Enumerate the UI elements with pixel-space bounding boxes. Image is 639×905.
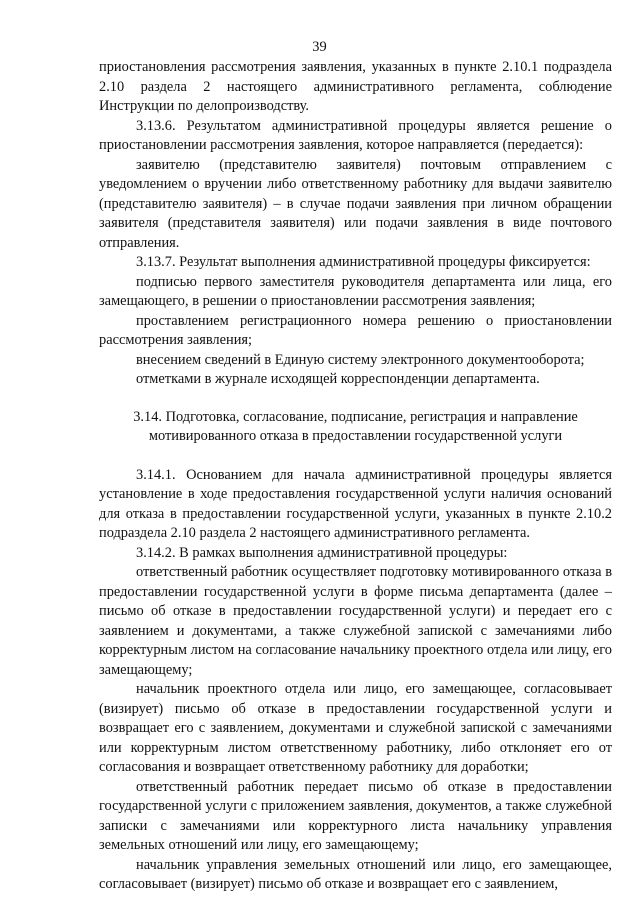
paragraph: подписью первого заместителя руководителя департамента или лица, его замещающего, в решении о приостановлении рассмотрения заявления; (99, 273, 612, 309)
paragraph: приостановления рассмотрения заявления, указанных в пункте 2.10.1 подраздела 2.10 раздела 2 настоящего административного регламента, соблюдение Инструкции по делопроизводству. (99, 59, 612, 114)
paragraph: 3.14.2. В рамках выполнения административной процедуры: (136, 544, 508, 561)
paragraph: 3.14.1. Основанием для начала административной процедуры является установление в ходе предоставления государственной услуги наличия оснований для отказа в предоставлении государственной услуги, указанных в пункте 2.10.2 подраздела 2.10 раздела 2 настоящего административного регламента. (99, 466, 612, 541)
paragraph: 3.13.6. Результатом административной процедуры является решение о приостановлении рассмотрения заявления, которое направляется (передается): (99, 117, 612, 153)
paragraph: начальник проектного отдела или лицо, его замещающее, согласовывает (визирует) письмо об отказе в предоставлении государственной услуги и возвращает его с заявлением, документами и служебной запиской с замечаниями или корректурным листом ответственному работнику, либо отклоняет его от согласования и возвращает ответственному работнику для доработки; (99, 681, 612, 775)
section-heading-line: 3.14. Подготовка, согласование, подписание, регистрация и направление (133, 408, 578, 425)
paragraph: начальник управления земельных отношений или лицо, его замещающее, согласовывает (визирует) письмо об отказе и возвращает его с заявлением, (99, 856, 612, 892)
paragraph: ответственный работник осуществляет подготовку мотивированного отказа в предоставлении государственной услуги в форме письма департамента (далее – письмо об отказе в предоставлении государственной услуги) и передает его с заявлением и документами, а также служебной запиской с замечаниями либо корректурным листом на согласование начальнику проектного отдела или лицу, его замещающему; (99, 564, 612, 678)
document-body (99, 58, 612, 895)
paragraph: ответственный работник передает письмо об отказе в предоставлении государственной услуги с приложением заявления, документов, а также служебной записки с замечаниями или корректурного листа начальнику управления земельных отношений или лицу, его замещающему; (99, 778, 612, 853)
paragraph: 3.13.7. Результат выполнения административной процедуры фиксируется: (136, 254, 591, 270)
section-heading (99, 408, 612, 447)
section-heading-line: мотивированного отказа в предоставлении государственной услуги (148, 428, 563, 444)
page-number: 39 (312, 39, 327, 55)
paragraph: отметками в журнале исходящей корреспонденции департамента. (136, 371, 540, 387)
paragraph: внесением сведений в Единую систему электронного документооборота; (136, 351, 585, 368)
paragraph: заявителю (представителю заявителя) почтовым отправлением с уведомлением о вручении либо ответственному работнику для выдачи заявителю (представителю заявителя) – в случае подачи заявления при личном обращении заявителя (представителя заявителя) или подачи заявления в виде почтового отправления. (99, 156, 612, 251)
paragraph: проставлением регистрационного номера решению о приостановлении рассмотрения заявления; (99, 312, 612, 348)
